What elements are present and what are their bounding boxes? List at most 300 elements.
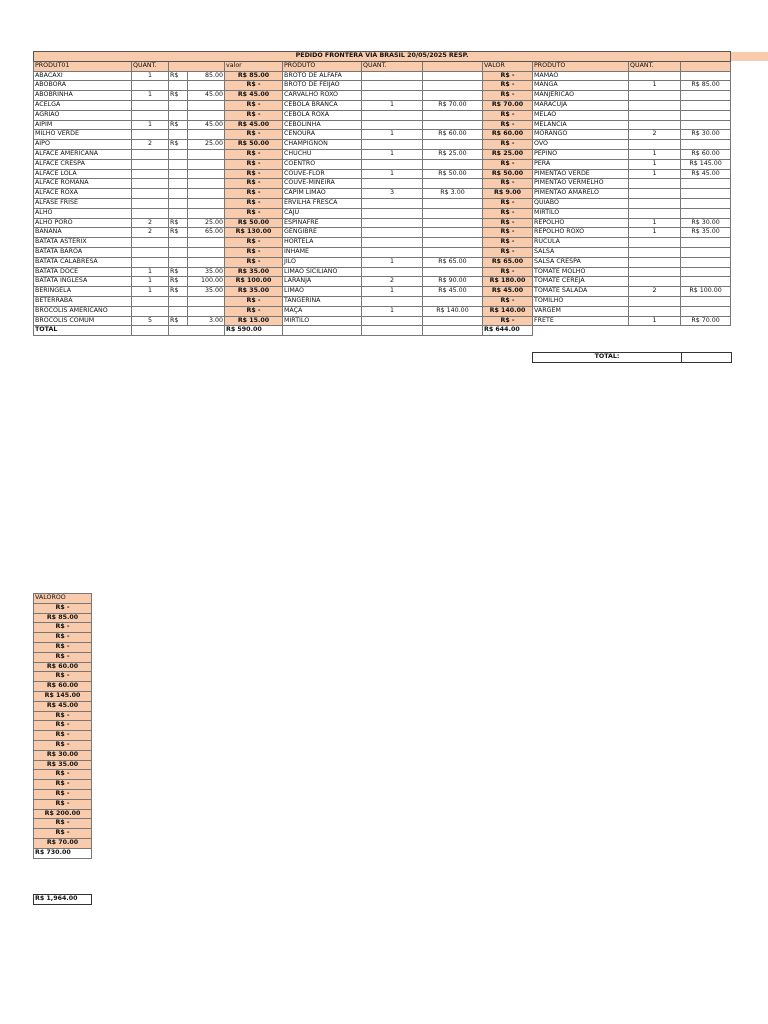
valor-value: R$ 30.00 bbox=[34, 750, 92, 760]
empty-cell bbox=[681, 326, 731, 336]
line-total: R$ - bbox=[483, 91, 533, 101]
unit-price bbox=[681, 179, 731, 189]
product-name: RÚCULA bbox=[533, 238, 629, 248]
unit-price bbox=[681, 140, 731, 150]
product-name: MILHO VERDE bbox=[34, 130, 132, 140]
line-total: R$ - bbox=[483, 296, 533, 306]
product-quantity bbox=[362, 247, 423, 257]
product-name: BRÓCOLIS AMERICANO bbox=[34, 306, 132, 316]
line-total: R$ - bbox=[225, 296, 283, 306]
header-blank-1 bbox=[169, 61, 225, 71]
unit-price bbox=[681, 100, 731, 110]
product-quantity bbox=[629, 71, 681, 81]
title-row bbox=[34, 52, 768, 62]
product-name: VARGEM bbox=[533, 306, 629, 316]
product-quantity bbox=[629, 198, 681, 208]
valor-value: R$ 145.00 bbox=[34, 691, 92, 701]
total-label: TOTAL bbox=[34, 326, 132, 336]
product-quantity bbox=[132, 257, 169, 267]
product-name: BANANA bbox=[34, 228, 132, 238]
currency-symbol bbox=[169, 81, 188, 91]
unit-price: R$ 30.00 bbox=[681, 130, 731, 140]
row-spacer bbox=[731, 208, 768, 218]
currency-symbol bbox=[169, 149, 188, 159]
product-name: ESPINAFRE bbox=[283, 218, 362, 228]
valor-value: R$ - bbox=[34, 633, 92, 643]
valor-column bbox=[33, 593, 92, 859]
unit-price bbox=[423, 159, 483, 169]
currency-symbol bbox=[169, 208, 188, 218]
product-name: TOMILHO bbox=[533, 296, 629, 306]
product-name: ACELGA bbox=[34, 100, 132, 110]
valor-value: R$ 35.00 bbox=[34, 760, 92, 770]
unit-price: R$ 85.00 bbox=[681, 81, 731, 91]
product-quantity bbox=[629, 179, 681, 189]
valor-value: R$ - bbox=[34, 711, 92, 721]
header-produto-1: PRODUT01 bbox=[34, 61, 132, 71]
unit-price bbox=[681, 198, 731, 208]
unit-price bbox=[188, 247, 225, 257]
product-quantity bbox=[629, 238, 681, 248]
valor-row bbox=[34, 691, 92, 701]
product-quantity: 1 bbox=[629, 169, 681, 179]
unit-price: R$ 145.00 bbox=[681, 159, 731, 169]
row-spacer bbox=[731, 306, 768, 316]
unit-price: R$ 140.00 bbox=[423, 306, 483, 316]
line-total: R$ 45.00 bbox=[483, 287, 533, 297]
table-row bbox=[34, 267, 768, 277]
product-name: BATATA BAROA bbox=[34, 247, 132, 257]
product-quantity bbox=[132, 169, 169, 179]
unit-price bbox=[423, 110, 483, 120]
unit-price bbox=[423, 218, 483, 228]
unit-price bbox=[188, 149, 225, 159]
unit-price bbox=[681, 110, 731, 120]
product-quantity bbox=[362, 316, 423, 326]
line-total: R$ - bbox=[483, 228, 533, 238]
valor-row bbox=[34, 799, 92, 809]
product-quantity: 3 bbox=[362, 189, 423, 199]
product-quantity bbox=[362, 267, 423, 277]
header-quant-2: QUANT. bbox=[362, 61, 423, 71]
line-total: R$ 45.00 bbox=[225, 91, 283, 101]
table-row bbox=[34, 257, 768, 267]
currency-symbol bbox=[169, 189, 188, 199]
product-quantity bbox=[629, 306, 681, 316]
unit-price bbox=[681, 120, 731, 130]
table-row bbox=[34, 110, 768, 120]
row-spacer bbox=[731, 316, 768, 326]
currency-symbol: R$ bbox=[169, 267, 188, 277]
line-total: R$ 35.00 bbox=[225, 267, 283, 277]
unit-price bbox=[423, 120, 483, 130]
valor-row bbox=[34, 721, 92, 731]
line-total: R$ - bbox=[483, 247, 533, 257]
product-name: PEPINO bbox=[533, 149, 629, 159]
line-total: R$ - bbox=[483, 71, 533, 81]
line-total: R$ 50.00 bbox=[483, 169, 533, 179]
table-row bbox=[34, 179, 768, 189]
valor-row bbox=[34, 809, 92, 819]
product-name: REPOLHO bbox=[533, 218, 629, 228]
currency-symbol bbox=[169, 306, 188, 316]
unit-price bbox=[188, 100, 225, 110]
line-total: R$ 50.00 bbox=[225, 140, 283, 150]
valor-row bbox=[34, 750, 92, 760]
currency-symbol: R$ bbox=[169, 277, 188, 287]
product-quantity: 2 bbox=[629, 287, 681, 297]
valor-row bbox=[34, 731, 92, 741]
product-name: BATATA INGLESA bbox=[34, 277, 132, 287]
unit-price bbox=[681, 91, 731, 101]
total-value-1: R$ 590.00 bbox=[225, 326, 283, 336]
product-name: MAMÃO bbox=[533, 71, 629, 81]
line-total: R$ - bbox=[483, 218, 533, 228]
product-name: AGRIÃO bbox=[34, 110, 132, 120]
grand-total: R$ 1,964.00 bbox=[34, 895, 92, 905]
valor-value: R$ 45.00 bbox=[34, 701, 92, 711]
product-name: BROTO DE ALFAFA bbox=[283, 71, 362, 81]
product-quantity bbox=[629, 91, 681, 101]
valor-row bbox=[34, 780, 92, 790]
unit-price bbox=[681, 208, 731, 218]
unit-price bbox=[188, 179, 225, 189]
unit-price bbox=[681, 306, 731, 316]
unit-price bbox=[681, 267, 731, 277]
unit-price bbox=[681, 257, 731, 267]
product-name: ABÓBORA bbox=[34, 81, 132, 91]
line-total: R$ - bbox=[225, 208, 283, 218]
product-quantity bbox=[362, 110, 423, 120]
line-total: R$ 15.00 bbox=[225, 316, 283, 326]
currency-symbol: R$ bbox=[169, 316, 188, 326]
line-total: R$ - bbox=[225, 149, 283, 159]
line-total: R$ - bbox=[225, 179, 283, 189]
row-spacer bbox=[731, 247, 768, 257]
unit-price: 35.00 bbox=[188, 267, 225, 277]
header-valor-2: VALOR bbox=[483, 61, 533, 71]
valor-row bbox=[34, 819, 92, 829]
product-quantity: 1 bbox=[629, 159, 681, 169]
product-quantity bbox=[132, 238, 169, 248]
product-name: GENGIBRE bbox=[283, 228, 362, 238]
unit-price: 100.00 bbox=[188, 277, 225, 287]
valor-row bbox=[34, 701, 92, 711]
unit-price bbox=[188, 238, 225, 248]
header-quant-3: QUANT. bbox=[629, 61, 681, 71]
product-name: CENOURA bbox=[283, 130, 362, 140]
product-quantity bbox=[362, 238, 423, 248]
product-name: BATATA DOCE bbox=[34, 267, 132, 277]
line-total: R$ - bbox=[483, 140, 533, 150]
empty-cell bbox=[629, 326, 681, 336]
product-quantity bbox=[629, 189, 681, 199]
valor-value: R$ 85.00 bbox=[34, 613, 92, 623]
valor-value: R$ - bbox=[34, 603, 92, 613]
unit-price: R$ 45.00 bbox=[423, 287, 483, 297]
valor-value: R$ 60.00 bbox=[34, 662, 92, 672]
line-total: R$ 180.00 bbox=[483, 277, 533, 287]
header-blank-3 bbox=[681, 61, 731, 71]
product-quantity bbox=[362, 198, 423, 208]
valor-value: R$ - bbox=[34, 799, 92, 809]
unit-price bbox=[681, 71, 731, 81]
header-blank-2 bbox=[423, 61, 483, 71]
product-quantity bbox=[132, 149, 169, 159]
row-spacer bbox=[731, 238, 768, 248]
product-name: PERA bbox=[533, 159, 629, 169]
total-box bbox=[532, 352, 732, 363]
table-row bbox=[34, 316, 768, 326]
product-name: BETERRABA bbox=[34, 296, 132, 306]
product-name: ABACAXI bbox=[34, 71, 132, 81]
line-total: R$ - bbox=[225, 198, 283, 208]
product-name: ALFACE LOLA bbox=[34, 169, 132, 179]
product-name: CHUCHU bbox=[283, 149, 362, 159]
line-total: R$ 70.00 bbox=[483, 100, 533, 110]
unit-price bbox=[423, 91, 483, 101]
product-quantity: 1 bbox=[629, 316, 681, 326]
product-name: COUVE-MINEIRA bbox=[283, 179, 362, 189]
unit-price bbox=[681, 238, 731, 248]
valor-row bbox=[34, 829, 92, 839]
product-name: ALFACE ROMANA bbox=[34, 179, 132, 189]
row-spacer bbox=[731, 277, 768, 287]
product-quantity bbox=[132, 198, 169, 208]
product-name: SALSA CRESPA bbox=[533, 257, 629, 267]
product-quantity: 1 bbox=[132, 91, 169, 101]
product-quantity bbox=[629, 110, 681, 120]
product-name: CEBOLA ROXA bbox=[283, 110, 362, 120]
unit-price bbox=[188, 130, 225, 140]
valor-value: R$ - bbox=[34, 623, 92, 633]
table-row bbox=[34, 189, 768, 199]
currency-symbol: R$ bbox=[169, 228, 188, 238]
row-spacer bbox=[731, 218, 768, 228]
valor-row bbox=[34, 770, 92, 780]
product-name: MIRTILO bbox=[533, 208, 629, 218]
product-quantity: 2 bbox=[629, 130, 681, 140]
table-row bbox=[34, 91, 768, 101]
line-total: R$ 85.00 bbox=[225, 71, 283, 81]
unit-price bbox=[188, 257, 225, 267]
product-name: MANJERICÃO bbox=[533, 91, 629, 101]
currency-symbol bbox=[169, 238, 188, 248]
empty-cell bbox=[423, 326, 483, 336]
valor-total: R$ 730.00 bbox=[34, 848, 92, 858]
valor-value: R$ 70.00 bbox=[34, 838, 92, 848]
currency-symbol bbox=[169, 179, 188, 189]
unit-price: R$ 100.00 bbox=[681, 287, 731, 297]
product-quantity bbox=[362, 91, 423, 101]
unit-price bbox=[423, 179, 483, 189]
valor-value: R$ 200.00 bbox=[34, 809, 92, 819]
product-quantity: 1 bbox=[362, 257, 423, 267]
unit-price bbox=[188, 110, 225, 120]
valor-row bbox=[34, 711, 92, 721]
row-spacer bbox=[731, 71, 768, 81]
unit-price: 25.00 bbox=[188, 218, 225, 228]
product-name: JILÓ bbox=[283, 257, 362, 267]
currency-symbol: R$ bbox=[169, 287, 188, 297]
product-quantity bbox=[132, 100, 169, 110]
unit-price: R$ 90.00 bbox=[423, 277, 483, 287]
product-quantity bbox=[362, 140, 423, 150]
row-spacer bbox=[731, 257, 768, 267]
unit-price bbox=[681, 247, 731, 257]
product-name: AIPO bbox=[34, 140, 132, 150]
line-total: R$ - bbox=[483, 267, 533, 277]
unit-price bbox=[423, 208, 483, 218]
unit-price bbox=[423, 267, 483, 277]
product-name: ALHO PORÓ bbox=[34, 218, 132, 228]
empty-cell bbox=[283, 326, 362, 336]
product-name: ALFACE AMERICANA bbox=[34, 149, 132, 159]
unit-price bbox=[188, 208, 225, 218]
product-quantity bbox=[629, 208, 681, 218]
product-quantity: 2 bbox=[132, 140, 169, 150]
currency-symbol bbox=[169, 257, 188, 267]
product-name: LARANJA bbox=[283, 277, 362, 287]
row-spacer bbox=[731, 287, 768, 297]
product-name: PIMENTÃO VERDE bbox=[533, 169, 629, 179]
valor-value: R$ - bbox=[34, 652, 92, 662]
line-total: R$ - bbox=[225, 130, 283, 140]
unit-price: R$ 70.00 bbox=[423, 100, 483, 110]
unit-price: R$ 45.00 bbox=[681, 169, 731, 179]
product-quantity bbox=[629, 296, 681, 306]
currency-symbol bbox=[169, 169, 188, 179]
product-quantity: 2 bbox=[132, 218, 169, 228]
line-total: R$ 45.00 bbox=[225, 120, 283, 130]
unit-price: 35.00 bbox=[188, 287, 225, 297]
unit-price: R$ 50.00 bbox=[423, 169, 483, 179]
unit-price: R$ 60.00 bbox=[681, 149, 731, 159]
line-total: R$ - bbox=[483, 208, 533, 218]
currency-symbol: R$ bbox=[169, 140, 188, 150]
product-quantity bbox=[362, 179, 423, 189]
table-row bbox=[34, 247, 768, 257]
row-spacer bbox=[731, 110, 768, 120]
product-name: CEBOLA BRANCA bbox=[283, 100, 362, 110]
row-spacer bbox=[731, 100, 768, 110]
product-name: MAÇÃ bbox=[283, 306, 362, 316]
unit-price bbox=[188, 306, 225, 316]
product-quantity: 1 bbox=[629, 81, 681, 91]
product-name: TOMATE MOLHO bbox=[533, 267, 629, 277]
unit-price bbox=[423, 71, 483, 81]
unit-price bbox=[188, 198, 225, 208]
valor-row bbox=[34, 789, 92, 799]
unit-price bbox=[188, 296, 225, 306]
product-name: CAJU bbox=[283, 208, 362, 218]
valor-value: R$ - bbox=[34, 740, 92, 750]
product-name: QUIABO bbox=[533, 198, 629, 208]
header-row bbox=[34, 61, 768, 71]
product-quantity: 1 bbox=[132, 71, 169, 81]
unit-price: 3.00 bbox=[188, 316, 225, 326]
product-name: ALHO bbox=[34, 208, 132, 218]
line-total: R$ 9.00 bbox=[483, 189, 533, 199]
line-total: R$ - bbox=[225, 189, 283, 199]
table-row bbox=[34, 218, 768, 228]
table-row bbox=[34, 140, 768, 150]
product-name: ALFASE FRISÉ bbox=[34, 198, 132, 208]
total-row bbox=[34, 326, 768, 336]
unit-price bbox=[423, 228, 483, 238]
table-row bbox=[34, 81, 768, 91]
product-quantity: 1 bbox=[362, 287, 423, 297]
product-quantity bbox=[629, 140, 681, 150]
product-quantity bbox=[629, 257, 681, 267]
row-spacer bbox=[731, 296, 768, 306]
table-row bbox=[34, 169, 768, 179]
product-name: COENTRO bbox=[283, 159, 362, 169]
row-spacer bbox=[731, 149, 768, 159]
product-name: CAPIM LIMÃO bbox=[283, 189, 362, 199]
line-total: R$ - bbox=[225, 110, 283, 120]
line-total: R$ - bbox=[483, 179, 533, 189]
valor-header: VALORÕO bbox=[34, 594, 92, 604]
valor-row bbox=[34, 838, 92, 848]
line-total: R$ 65.00 bbox=[483, 257, 533, 267]
valor-value: R$ - bbox=[34, 789, 92, 799]
line-total: R$ - bbox=[225, 247, 283, 257]
valor-row bbox=[34, 662, 92, 672]
product-quantity bbox=[132, 81, 169, 91]
table-row bbox=[34, 71, 768, 81]
unit-price: R$ 65.00 bbox=[423, 257, 483, 267]
row-spacer bbox=[731, 169, 768, 179]
table-row bbox=[34, 296, 768, 306]
product-quantity: 1 bbox=[629, 218, 681, 228]
currency-symbol bbox=[169, 198, 188, 208]
product-name: CHAMPIGNON bbox=[283, 140, 362, 150]
unit-price: R$ 70.00 bbox=[681, 316, 731, 326]
product-quantity bbox=[362, 71, 423, 81]
product-quantity bbox=[362, 228, 423, 238]
unit-price: R$ 35.00 bbox=[681, 228, 731, 238]
empty-cell bbox=[533, 326, 629, 336]
product-name: CEBOLINHA bbox=[283, 120, 362, 130]
row-spacer bbox=[731, 179, 768, 189]
line-total: R$ 50.00 bbox=[225, 218, 283, 228]
empty-cell bbox=[362, 326, 423, 336]
product-quantity: 1 bbox=[362, 100, 423, 110]
product-quantity: 1 bbox=[132, 277, 169, 287]
product-name: TANGERINA bbox=[283, 296, 362, 306]
row-spacer bbox=[731, 81, 768, 91]
empty-cell bbox=[731, 326, 768, 336]
row-spacer bbox=[731, 120, 768, 130]
product-name: PIMENTÃO AMARELO bbox=[533, 189, 629, 199]
product-quantity: 2 bbox=[362, 277, 423, 287]
valor-row bbox=[34, 623, 92, 633]
currency-symbol bbox=[169, 100, 188, 110]
unit-price bbox=[681, 189, 731, 199]
unit-price: R$ 30.00 bbox=[681, 218, 731, 228]
row-spacer bbox=[731, 189, 768, 199]
unit-price: R$ 60.00 bbox=[423, 130, 483, 140]
product-quantity: 1 bbox=[132, 120, 169, 130]
product-quantity bbox=[362, 296, 423, 306]
product-quantity bbox=[132, 296, 169, 306]
table-row bbox=[34, 238, 768, 248]
product-quantity bbox=[132, 179, 169, 189]
unit-price bbox=[423, 238, 483, 248]
product-quantity: 2 bbox=[132, 228, 169, 238]
product-name: ERVILHA FRESCA bbox=[283, 198, 362, 208]
